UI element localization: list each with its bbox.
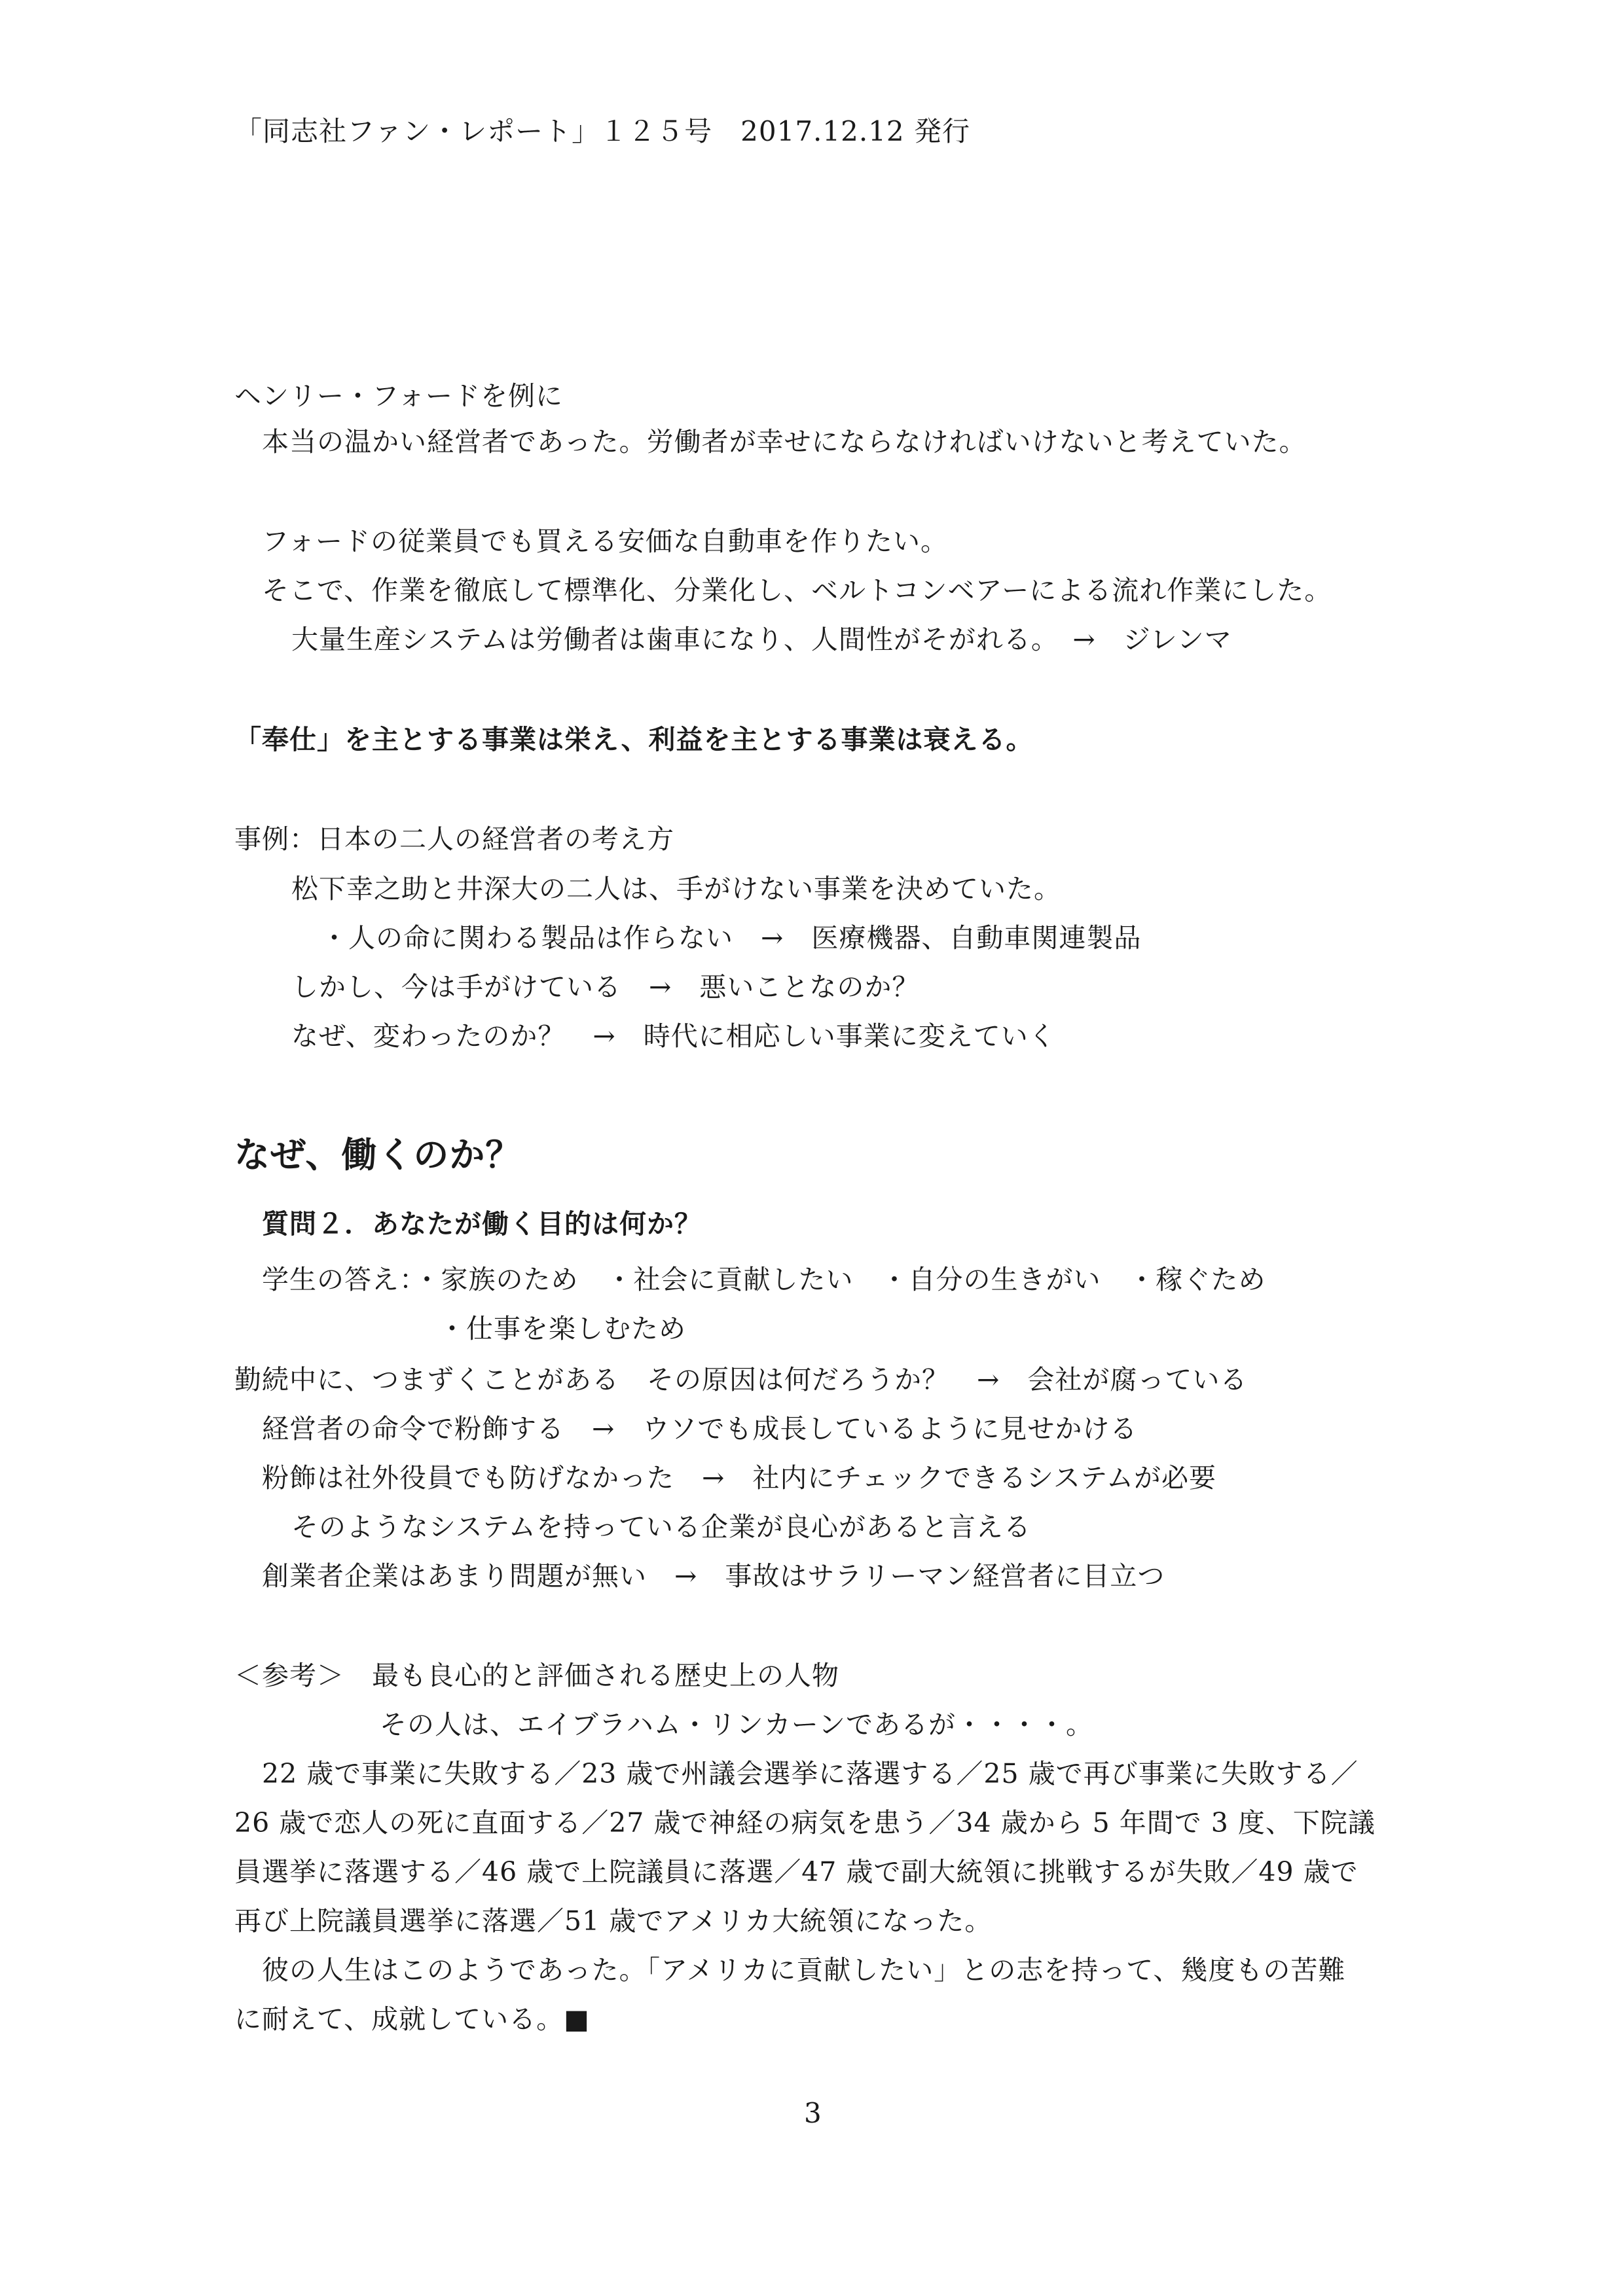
question-2: 質問２．あなたが働く目的は何か？ — [262, 1208, 702, 1240]
ford-section-title: ヘンリー・フォードを例に — [234, 380, 563, 412]
principle-statement: 「奉仕」を主とする事業は栄え、利益を主とする事業は衰える。 — [234, 724, 1034, 755]
case-line-3: しかし、今は手がけている → 悪いことなのか？ — [291, 971, 920, 1003]
publication-header: 「同志社ファン・レポート」１２５号 2017.12.12 発行 — [234, 115, 970, 147]
case-line-2: ・人の命に関わる製品は作らない → 医療機器、自動車関連製品 — [321, 922, 1142, 954]
case-section-title: 事例：日本の二人の経営者の考え方 — [234, 823, 674, 855]
case-line-1: 松下幸之助と井深大の二人は、手がけない事業を決めていた。 — [291, 873, 1061, 905]
ford-line-1: 本当の温かい経営者であった。労働者が幸せにならなければいけないと考えていた。 — [262, 426, 1307, 457]
lincoln-para-2-line-2: に耐えて、成就している。■ — [234, 2003, 590, 2035]
case-line-4: なぜ、変わったのか？ → 時代に相応しい事業に変えていく — [291, 1020, 1056, 1052]
lincoln-para-1-line-4: 再び上院議員選挙に落選／51 歳でアメリカ大統領になった。 — [234, 1905, 993, 1937]
reference-title: ＜参考＞ 最も良心的と評価される歴史上の人物 — [234, 1660, 839, 1691]
ford-line-3: そこで、作業を徹底して標準化、分業化し、ベルトコンベアーによる流れ作業にした。 — [262, 575, 1332, 606]
why-work-line-1: 勤続中に、つまずくことがある その原因は何だろうか？ → 会社が腐っている — [234, 1364, 1248, 1395]
ford-line-4: 大量生産システムは労働者は歯車になり、人間性がそがれる。 → ジレンマ — [291, 624, 1232, 655]
lincoln-para-1-line-3: 員選挙に落選する／46 歳で上院議員に落選／47 歳で副大統領に挑戦するが失敗／49 歳で — [234, 1856, 1359, 1888]
reference-intro: その人は、エイブラハム・リンカーンであるが・・・・。 — [380, 1709, 1093, 1740]
why-work-line-3: 粉飾は社外役員でも防げなかった → 社内にチェックできるシステムが必要 — [262, 1462, 1217, 1494]
lincoln-para-1-line-2: 26 歳で恋人の死に直面する／27 歳で神経の病気を患う／34 歳から 5 年間で 3 度、下院議 — [234, 1807, 1376, 1839]
ford-line-2: フォードの従業員でも買える安価な自動車を作りたい。 — [262, 526, 948, 557]
why-work-line-4: そのようなシステムを持っている企業が良心があると言える — [291, 1511, 1031, 1543]
why-work-line-2: 経営者の命令で粉飾する → ウソでも成長しているように見せかける — [262, 1413, 1138, 1444]
page-number: 3 — [804, 2097, 822, 2129]
lincoln-para-1-line-1: 22 歳で事業に失敗する／23 歳で州議会選挙に落選する／25 歳で再び事業に失敗する／ — [262, 1758, 1359, 1789]
lincoln-para-2-line-1: 彼の人生はこのようであった。「アメリカに貢献したい」との志を持って、幾度もの苦難 — [262, 1954, 1346, 1986]
student-answers-line-2: ・仕事を楽しむため — [439, 1313, 686, 1344]
why-work-line-5: 創業者企業はあまり問題が無い → 事故はサラリーマン経営者に目立つ — [262, 1560, 1165, 1592]
student-answers-line-1: 学生の答え：・家族のため ・社会に貢献したい ・自分の生きがい ・稼ぐため — [262, 1264, 1266, 1295]
section-heading: なぜ、働くのか？ — [234, 1134, 522, 1175]
